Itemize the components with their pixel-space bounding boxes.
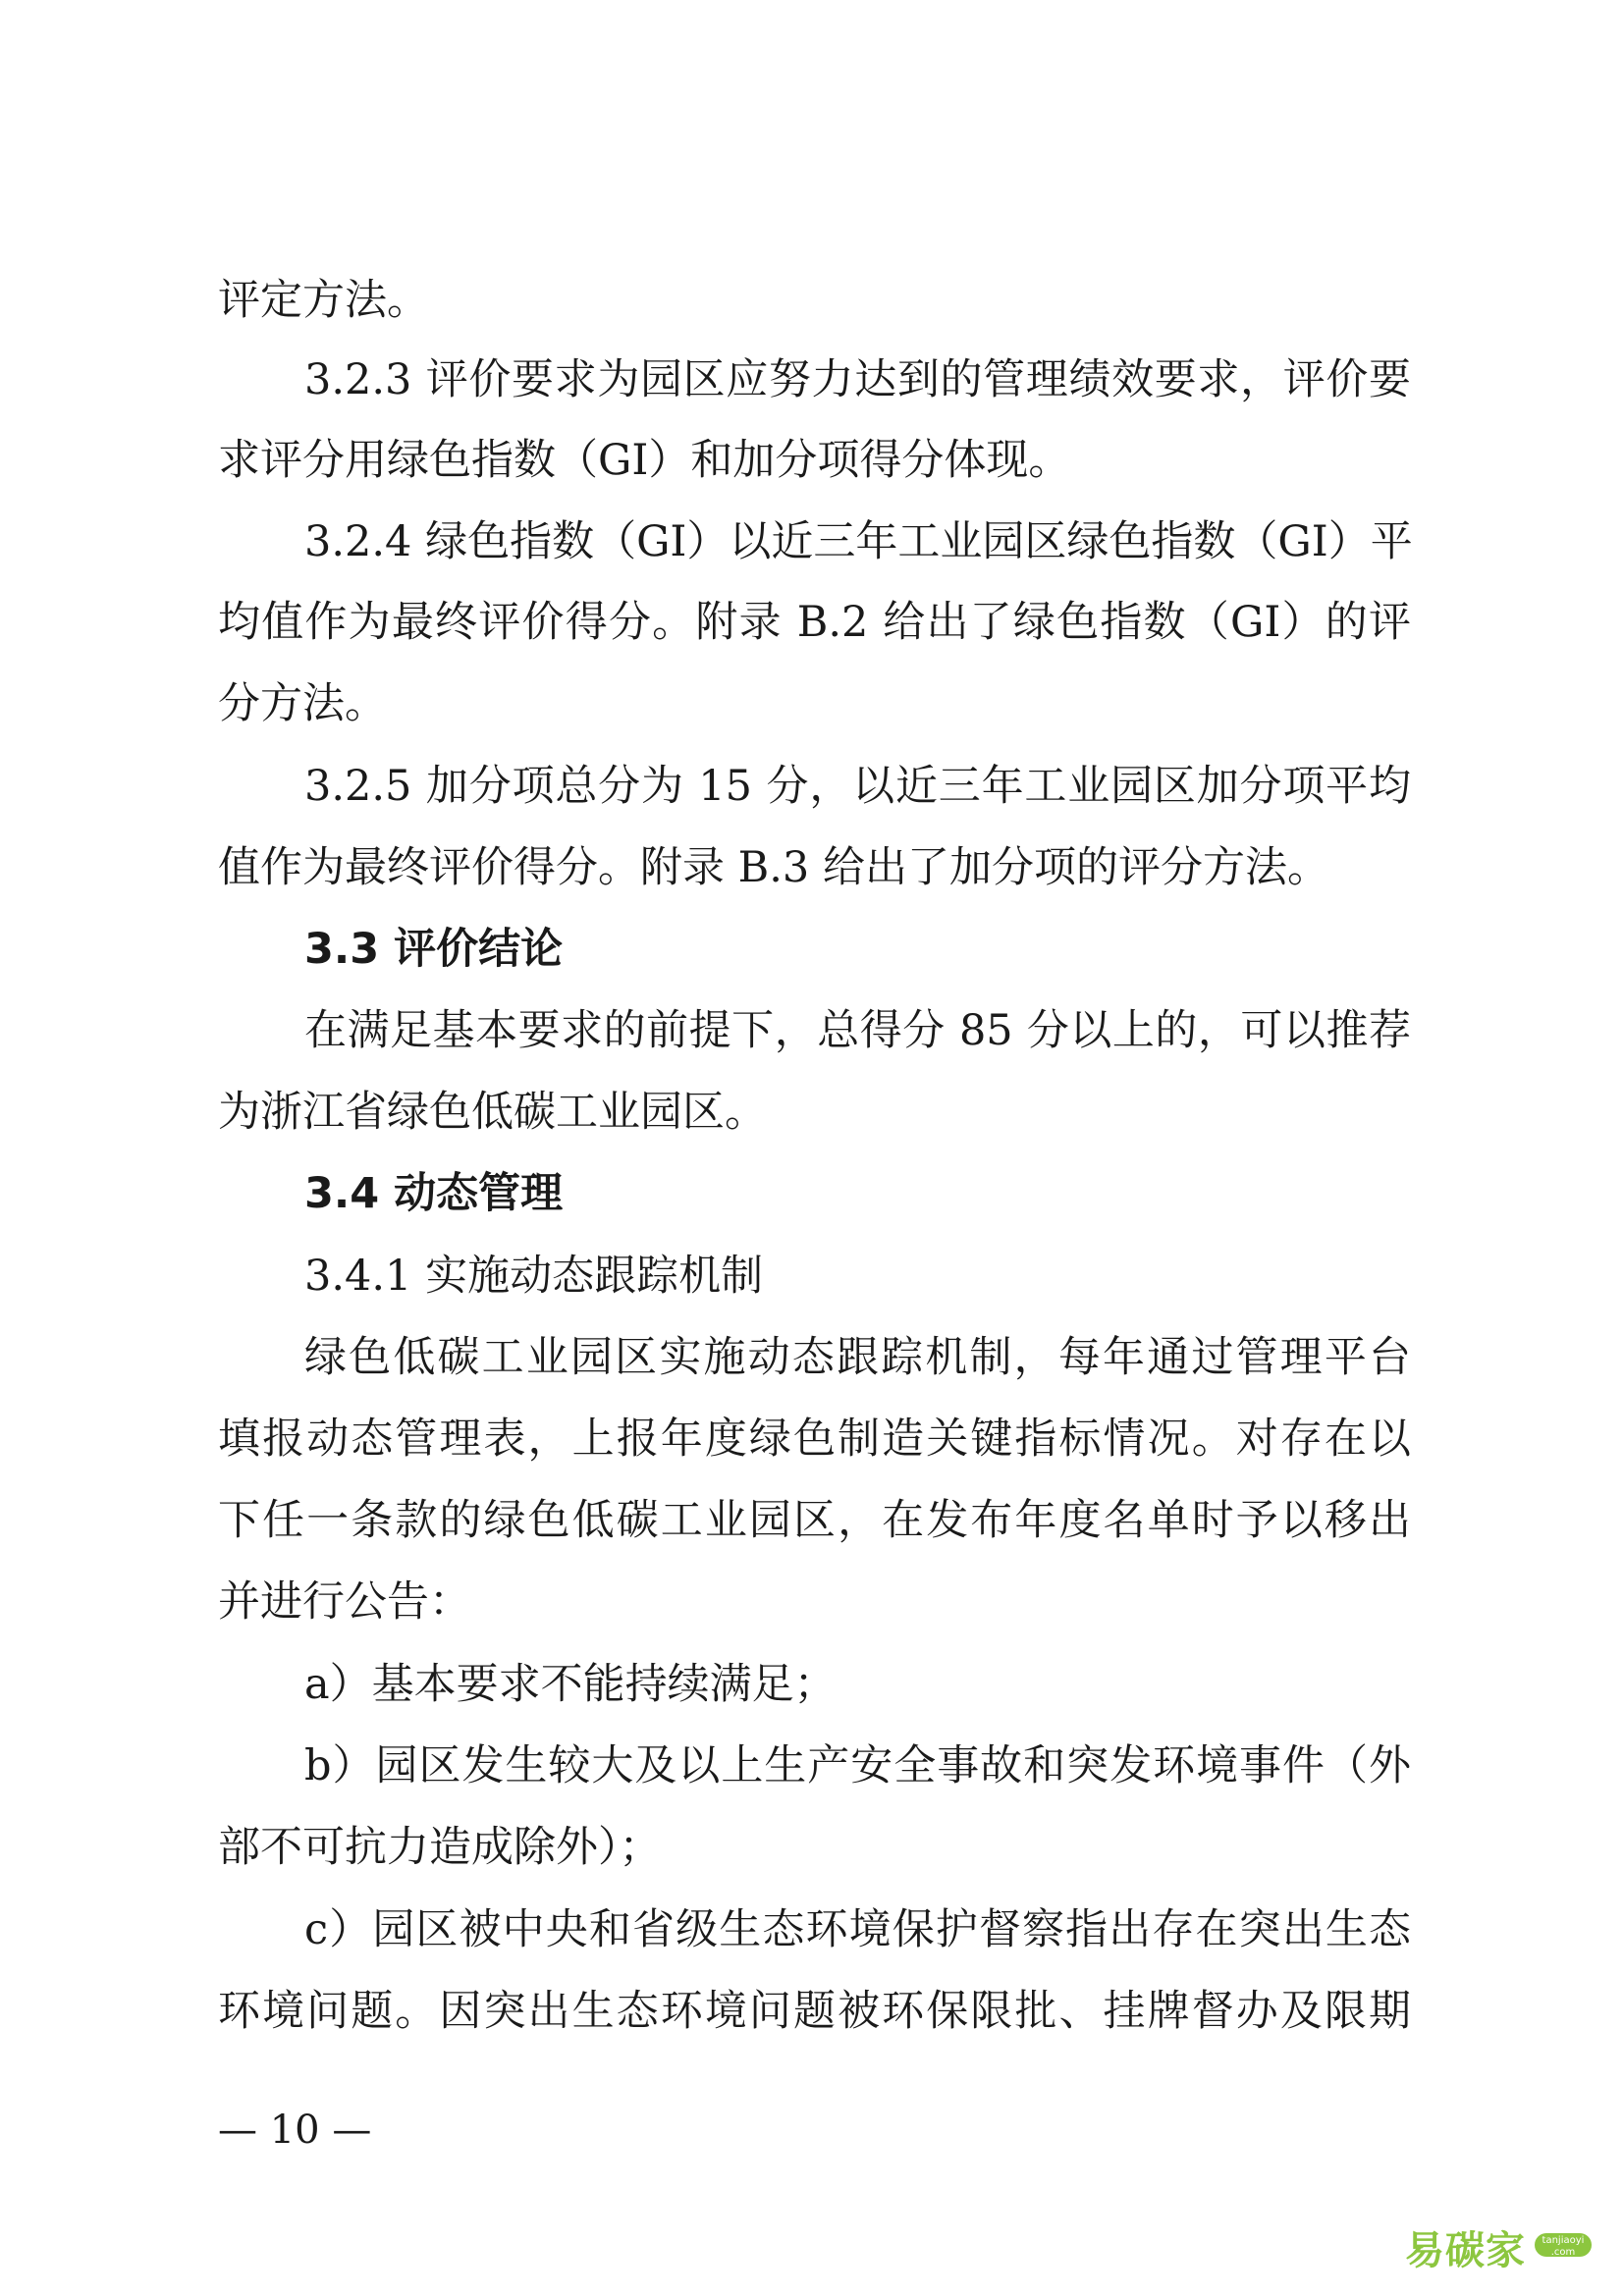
paragraph-line: 3.2.3 评价要求为园区应努力达到的管理绩效要求，评价要 (304, 355, 1411, 404)
subsection-heading: 3.4.1 实施动态跟踪机制 (304, 1252, 764, 1301)
paragraph-line: 绿色低碳工业园区实施动态跟踪机制，每年通过管理平台 (304, 1333, 1411, 1382)
paragraph-line: 为浙江省绿色低碳工业园区。 (218, 1088, 767, 1137)
paragraph-line: 下任一条款的绿色低碳工业园区，在发布年度名单时予以移出 (218, 1496, 1411, 1545)
watermark-text: 易碳家 (1405, 2228, 1526, 2273)
paragraph-line: 求评分用绿色指数（GI）和加分项得分体现。 (218, 436, 1071, 485)
paragraph-line: 分方法。 (218, 679, 387, 728)
paragraph-line: 值作为最终评价得分。附录 B.3 给出了加分项的评分方法。 (218, 843, 1329, 892)
watermark-logo (1405, 2216, 1592, 2274)
list-item-b: b）园区发生较大及以上生产安全事故和突发环境事件（外 (304, 1741, 1411, 1790)
section-heading-3-3: 3.3 评价结论 (304, 925, 564, 974)
paragraph-line: 3.2.5 加分项总分为 15 分，以近三年工业园区加分项平均 (304, 762, 1411, 811)
paragraph-line: 评定方法。 (218, 276, 429, 325)
list-item-c: c）园区被中央和省级生态环境保护督察指出存在突出生态 (304, 1905, 1411, 1954)
paragraph-line: 并进行公告： (218, 1577, 471, 1627)
section-heading-3-4: 3.4 动态管理 (304, 1169, 564, 1218)
paragraph-line: 部不可抗力造成除外）； (218, 1823, 662, 1872)
page-number: — 10 — (218, 2108, 372, 2153)
list-item-a: a）基本要求不能持续满足； (304, 1660, 837, 1709)
paragraph-line: 3.2.4 绿色指数（GI）以近三年工业园区绿色指数（GI）平 (304, 517, 1413, 566)
paragraph-line: 环境问题。因突出生态环境问题被环保限批、挂牌督办及限期 (218, 1987, 1411, 2036)
paragraph-line: 填报动态管理表，上报年度绿色制造关键指标情况。对存在以 (218, 1415, 1411, 1464)
watermark-subtext: tanjiaoyi .com (1535, 2233, 1592, 2257)
paragraph-line: 均值作为最终评价得分。附录 B.2 给出了绿色指数（GI）的评 (218, 598, 1411, 647)
paragraph-line: 在满足基本要求的前提下，总得分 85 分以上的，可以推荐 (304, 1006, 1411, 1055)
